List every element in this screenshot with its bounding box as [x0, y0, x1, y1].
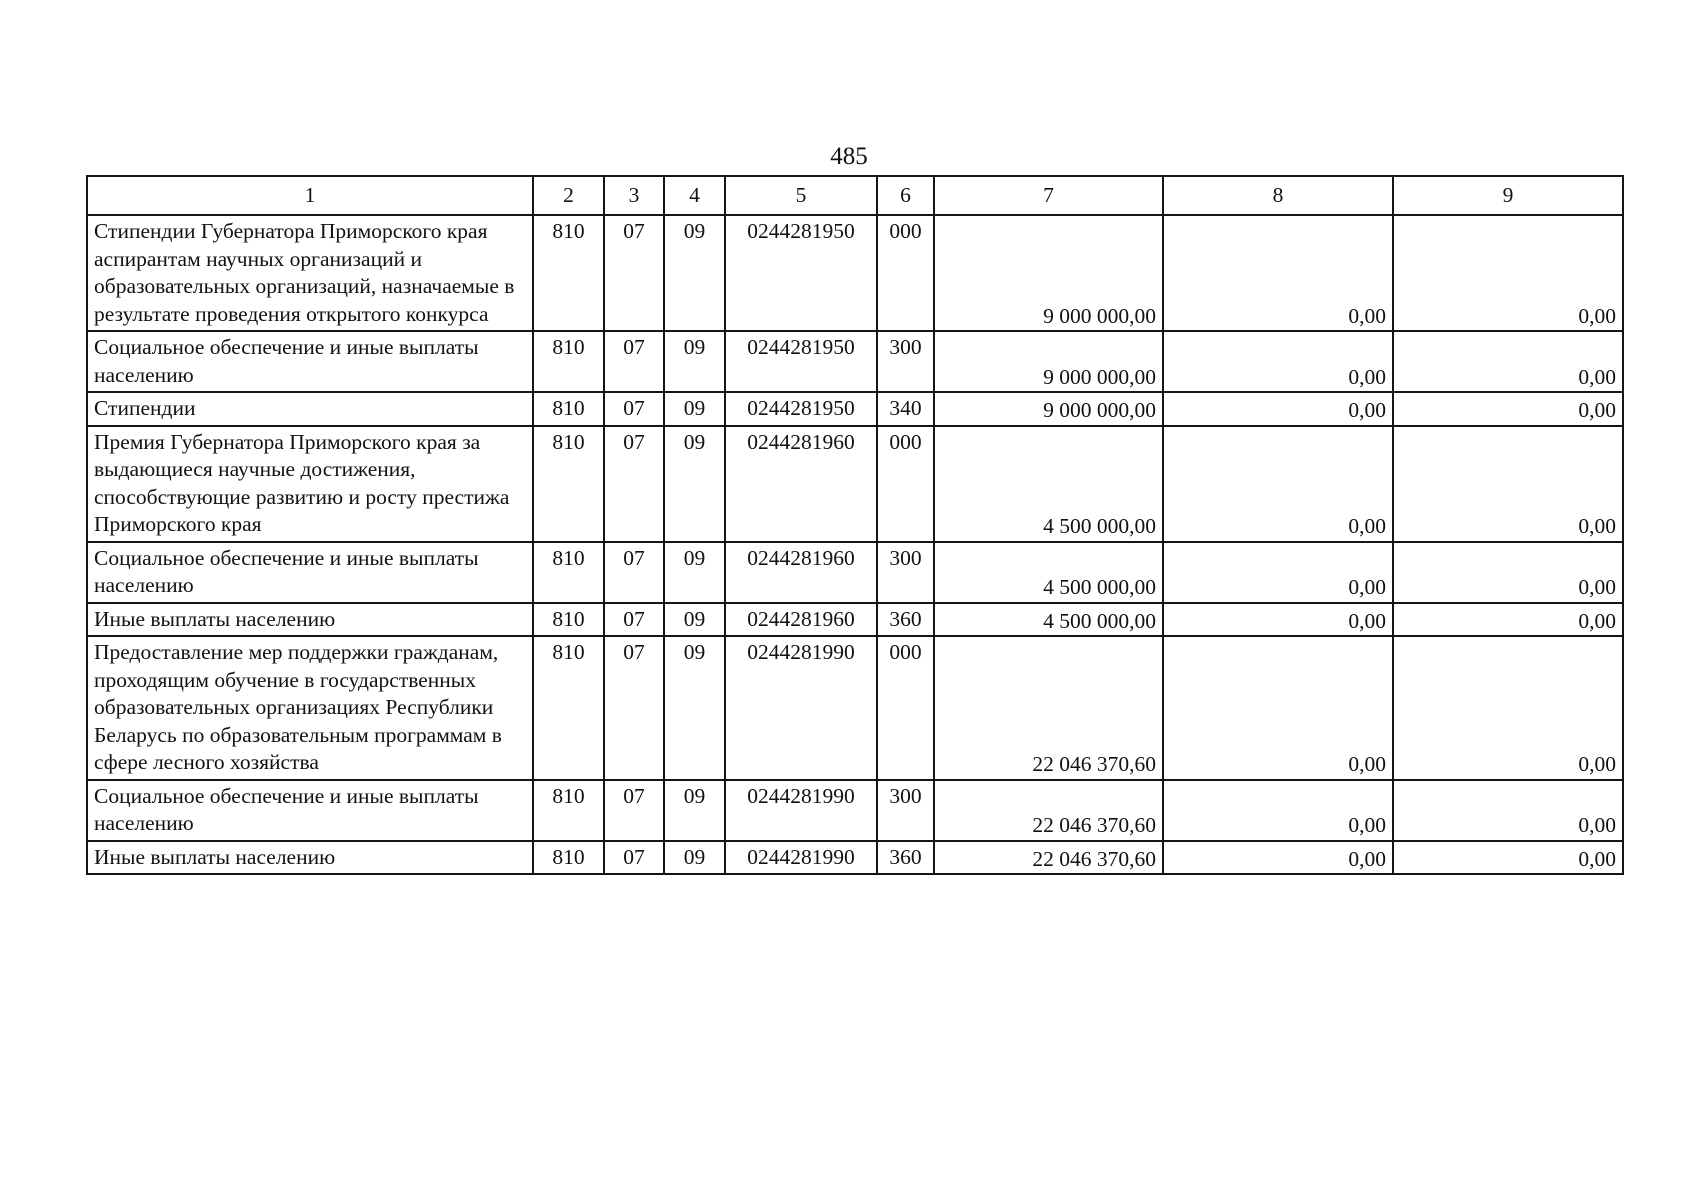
table-row [87, 331, 1623, 392]
code-cell: 000 [877, 426, 934, 542]
column-header: 9 [1393, 176, 1623, 215]
table-row [87, 636, 1623, 780]
table-row [87, 603, 1623, 637]
code-cell: 0244281990 [725, 841, 877, 875]
page-number: 485 [830, 143, 868, 170]
code-cell: 09 [664, 636, 725, 780]
column-header: 5 [725, 176, 877, 215]
item-name: Социальное обеспечение и иные выплаты населению [87, 331, 533, 392]
code-cell: 09 [664, 841, 725, 875]
amount-cell: 0,00 [1163, 542, 1393, 603]
amount-cell: 0,00 [1163, 780, 1393, 841]
item-name: Стипендии Губернатора Приморского края аспирантам научных организаций и образовательных организаций, назначаемые в результате проведения открытого конкурса [87, 215, 533, 331]
table-row [87, 215, 1623, 331]
amount-cell: 4 500 000,00 [934, 426, 1163, 542]
amount-cell: 0,00 [1163, 392, 1393, 426]
code-cell: 09 [664, 603, 725, 637]
code-cell: 0244281960 [725, 426, 877, 542]
code-cell: 09 [664, 542, 725, 603]
budget-table [86, 175, 1624, 875]
code-cell: 810 [533, 636, 604, 780]
code-cell: 810 [533, 215, 604, 331]
amount-cell: 0,00 [1393, 392, 1623, 426]
code-cell: 000 [877, 215, 934, 331]
amount-cell: 4 500 000,00 [934, 603, 1163, 637]
code-cell: 0244281990 [725, 636, 877, 780]
amount-cell: 0,00 [1393, 215, 1623, 331]
code-cell: 000 [877, 636, 934, 780]
table-row [87, 542, 1623, 603]
code-cell: 300 [877, 780, 934, 841]
code-cell: 07 [604, 636, 664, 780]
amount-cell: 0,00 [1393, 542, 1623, 603]
code-cell: 07 [604, 603, 664, 637]
code-cell: 810 [533, 331, 604, 392]
code-cell: 360 [877, 603, 934, 637]
table-row [87, 392, 1623, 426]
amount-cell: 0,00 [1163, 636, 1393, 780]
code-cell: 07 [604, 331, 664, 392]
item-name: Стипендии [87, 392, 533, 426]
code-cell: 09 [664, 426, 725, 542]
amount-cell: 0,00 [1393, 841, 1623, 875]
code-cell: 09 [664, 392, 725, 426]
amount-cell: 0,00 [1163, 841, 1393, 875]
item-name: Предоставление мер поддержки гражданам, проходящим обучение в государственных образовательных организациях Республики Беларусь по образовательным программам в сфере лесного хозяйства [87, 636, 533, 780]
table-row [87, 780, 1623, 841]
column-header: 2 [533, 176, 604, 215]
column-header: 4 [664, 176, 725, 215]
amount-cell: 22 046 370,60 [934, 841, 1163, 875]
code-cell: 340 [877, 392, 934, 426]
amount-cell: 0,00 [1163, 215, 1393, 331]
code-cell: 09 [664, 780, 725, 841]
code-cell: 0244281950 [725, 215, 877, 331]
code-cell: 09 [664, 215, 725, 331]
code-cell: 07 [604, 392, 664, 426]
code-cell: 0244281960 [725, 542, 877, 603]
amount-cell: 0,00 [1163, 331, 1393, 392]
code-cell: 07 [604, 780, 664, 841]
item-name: Премия Губернатора Приморского края за выдающиеся научные достижения, способствующие развитию и росту престижа Приморского края [87, 426, 533, 542]
amount-cell: 0,00 [1393, 603, 1623, 637]
amount-cell: 9 000 000,00 [934, 215, 1163, 331]
column-header: 8 [1163, 176, 1393, 215]
code-cell: 07 [604, 542, 664, 603]
code-cell: 07 [604, 841, 664, 875]
code-cell: 07 [604, 426, 664, 542]
code-cell: 810 [533, 392, 604, 426]
column-header: 6 [877, 176, 934, 215]
amount-cell: 0,00 [1163, 603, 1393, 637]
item-name: Социальное обеспечение и иные выплаты населению [87, 542, 533, 603]
table-body [87, 215, 1623, 874]
code-cell: 09 [664, 331, 725, 392]
code-cell: 810 [533, 426, 604, 542]
amount-cell: 0,00 [1393, 331, 1623, 392]
item-name: Социальное обеспечение и иные выплаты населению [87, 780, 533, 841]
column-header: 1 [87, 176, 533, 215]
table-header [87, 176, 1623, 215]
amount-cell: 22 046 370,60 [934, 636, 1163, 780]
amount-cell: 0,00 [1393, 636, 1623, 780]
code-cell: 0244281950 [725, 392, 877, 426]
amount-cell: 0,00 [1163, 426, 1393, 542]
amount-cell: 22 046 370,60 [934, 780, 1163, 841]
code-cell: 810 [533, 780, 604, 841]
item-name: Иные выплаты населению [87, 841, 533, 875]
code-cell: 360 [877, 841, 934, 875]
code-cell: 810 [533, 542, 604, 603]
amount-cell: 4 500 000,00 [934, 542, 1163, 603]
amount-cell: 0,00 [1393, 426, 1623, 542]
amount-cell: 0,00 [1393, 780, 1623, 841]
amount-cell: 9 000 000,00 [934, 331, 1163, 392]
code-cell: 810 [533, 841, 604, 875]
code-cell: 0244281960 [725, 603, 877, 637]
column-header: 7 [934, 176, 1163, 215]
code-cell: 300 [877, 331, 934, 392]
code-cell: 810 [533, 603, 604, 637]
code-cell: 300 [877, 542, 934, 603]
column-header: 3 [604, 176, 664, 215]
header-row [87, 176, 1623, 215]
code-cell: 0244281950 [725, 331, 877, 392]
table-row [87, 841, 1623, 875]
item-name: Иные выплаты населению [87, 603, 533, 637]
table-row [87, 426, 1623, 542]
code-cell: 07 [604, 215, 664, 331]
code-cell: 0244281990 [725, 780, 877, 841]
amount-cell: 9 000 000,00 [934, 392, 1163, 426]
